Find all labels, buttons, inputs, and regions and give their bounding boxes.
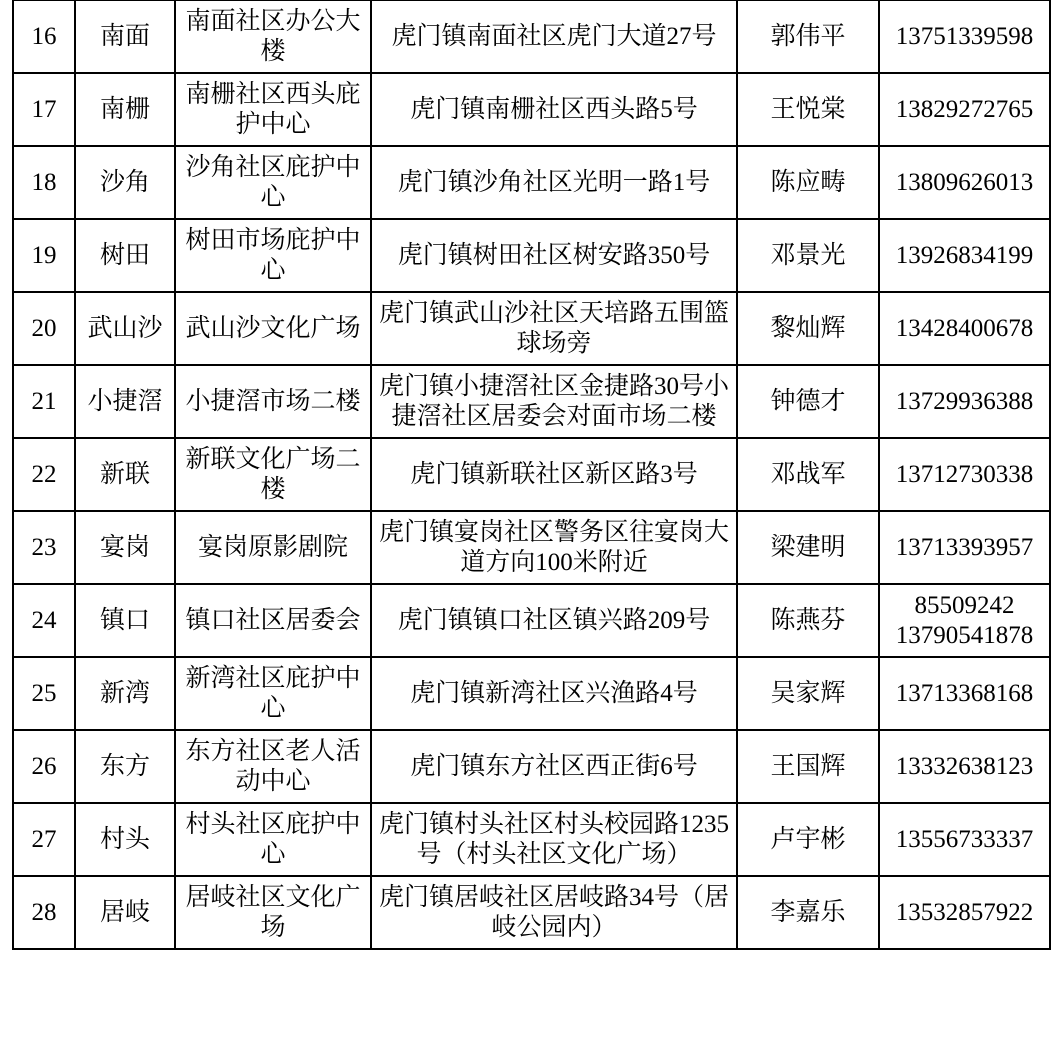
- cell-site: 宴岗原影剧院: [175, 511, 371, 584]
- cell-community: 新联: [75, 438, 175, 511]
- cell-address: 虎门镇南面社区虎门大道27号: [371, 0, 737, 73]
- cell-person: 邓战军: [737, 438, 879, 511]
- cell-index: 21: [13, 365, 75, 438]
- cell-phone: 13713368168: [879, 657, 1050, 730]
- cell-address: 虎门镇南栅社区西头路5号: [371, 73, 737, 146]
- cell-index: 18: [13, 146, 75, 219]
- cell-phone: 13556733337: [879, 803, 1050, 876]
- cell-phone: 13332638123: [879, 730, 1050, 803]
- table-row: [13, 292, 1050, 365]
- cell-phone: 13829272765: [879, 73, 1050, 146]
- cell-community: 南面: [75, 0, 175, 73]
- table-row: [13, 73, 1050, 146]
- cell-community: 新湾: [75, 657, 175, 730]
- cell-phone: 13809626013: [879, 146, 1050, 219]
- cell-index: 27: [13, 803, 75, 876]
- table-row: [13, 438, 1050, 511]
- cell-person: 郭伟平: [737, 0, 879, 73]
- cell-address: 虎门镇居岐社区居岐路34号（居岐公园内）: [371, 876, 737, 949]
- cell-community: 小捷滘: [75, 365, 175, 438]
- cell-person: 梁建明: [737, 511, 879, 584]
- cell-index: 17: [13, 73, 75, 146]
- cell-phone: [879, 584, 1050, 657]
- cell-site: 居岐社区文化广场: [175, 876, 371, 949]
- cell-site: 树田市场庇护中心: [175, 219, 371, 292]
- cell-index: 24: [13, 584, 75, 657]
- cell-phone: 13926834199: [879, 219, 1050, 292]
- cell-site: 南栅社区西头庇护中心: [175, 73, 371, 146]
- table-row: [13, 219, 1050, 292]
- table-row: [13, 803, 1050, 876]
- cell-phone: 13751339598: [879, 0, 1050, 73]
- table-row: [13, 657, 1050, 730]
- cell-person: 黎灿辉: [737, 292, 879, 365]
- cell-site: 小捷滘市场二楼: [175, 365, 371, 438]
- cell-site: 村头社区庇护中心: [175, 803, 371, 876]
- cell-index: 26: [13, 730, 75, 803]
- cell-site: 新联文化广场二楼: [175, 438, 371, 511]
- table-row: [13, 146, 1050, 219]
- cell-index: 25: [13, 657, 75, 730]
- table-row: [13, 584, 1050, 657]
- table-row: [13, 876, 1050, 949]
- cell-community: 村头: [75, 803, 175, 876]
- phone-line: 85509242: [914, 592, 1015, 619]
- cell-community: 沙角: [75, 146, 175, 219]
- cell-person: 卢宇彬: [737, 803, 879, 876]
- cell-phone: 13713393957: [879, 511, 1050, 584]
- cell-index: 19: [13, 219, 75, 292]
- cell-address: 虎门镇武山沙社区天培路五围篮球场旁: [371, 292, 737, 365]
- cell-address: 虎门镇村头社区村头校园路1235号（村头社区文化广场）: [371, 803, 737, 876]
- shelter-sites-table: [12, 0, 1051, 950]
- cell-address: 虎门镇东方社区西正街6号: [371, 730, 737, 803]
- cell-phone: 13729936388: [879, 365, 1050, 438]
- cell-index: 23: [13, 511, 75, 584]
- cell-address: 虎门镇新湾社区兴渔路4号: [371, 657, 737, 730]
- cell-index: 22: [13, 438, 75, 511]
- cell-address: 虎门镇宴岗社区警务区往宴岗大道方向100米附近: [371, 511, 737, 584]
- cell-site: 东方社区老人活动中心: [175, 730, 371, 803]
- cell-person: 陈应畴: [737, 146, 879, 219]
- cell-phone: 13712730338: [879, 438, 1050, 511]
- cell-person: 陈燕芬: [737, 584, 879, 657]
- cell-index: 16: [13, 0, 75, 73]
- cell-community: 树田: [75, 219, 175, 292]
- cell-site: 沙角社区庇护中心: [175, 146, 371, 219]
- cell-index: 20: [13, 292, 75, 365]
- cell-site: 武山沙文化广场: [175, 292, 371, 365]
- cell-person: 王悦棠: [737, 73, 879, 146]
- cell-site: 新湾社区庇护中心: [175, 657, 371, 730]
- cell-address: 虎门镇树田社区树安路350号: [371, 219, 737, 292]
- cell-person: 吴家辉: [737, 657, 879, 730]
- cell-person: 王国辉: [737, 730, 879, 803]
- cell-address: 虎门镇沙角社区光明一路1号: [371, 146, 737, 219]
- cell-phone: 13428400678: [879, 292, 1050, 365]
- table-row: [13, 511, 1050, 584]
- cell-site: 南面社区办公大楼: [175, 0, 371, 73]
- cell-person: 钟德才: [737, 365, 879, 438]
- cell-person: 邓景光: [737, 219, 879, 292]
- table-row: [13, 0, 1050, 73]
- cell-community: 武山沙: [75, 292, 175, 365]
- cell-community: 宴岗: [75, 511, 175, 584]
- cell-index: 28: [13, 876, 75, 949]
- table-row: [13, 730, 1050, 803]
- cell-address: 虎门镇镇口社区镇兴路209号: [371, 584, 737, 657]
- cell-phone: 13532857922: [879, 876, 1050, 949]
- cell-site: 镇口社区居委会: [175, 584, 371, 657]
- table-row: [13, 365, 1050, 438]
- cell-address: 虎门镇小捷滘社区金捷路30号小捷滘社区居委会对面市场二楼: [371, 365, 737, 438]
- cell-community: 居岐: [75, 876, 175, 949]
- cell-person: 李嘉乐: [737, 876, 879, 949]
- cell-community: 南栅: [75, 73, 175, 146]
- cell-address: 虎门镇新联社区新区路3号: [371, 438, 737, 511]
- phone-line: 13790541878: [895, 621, 1034, 649]
- table-body: [13, 0, 1050, 949]
- cell-community: 镇口: [75, 584, 175, 657]
- cell-community: 东方: [75, 730, 175, 803]
